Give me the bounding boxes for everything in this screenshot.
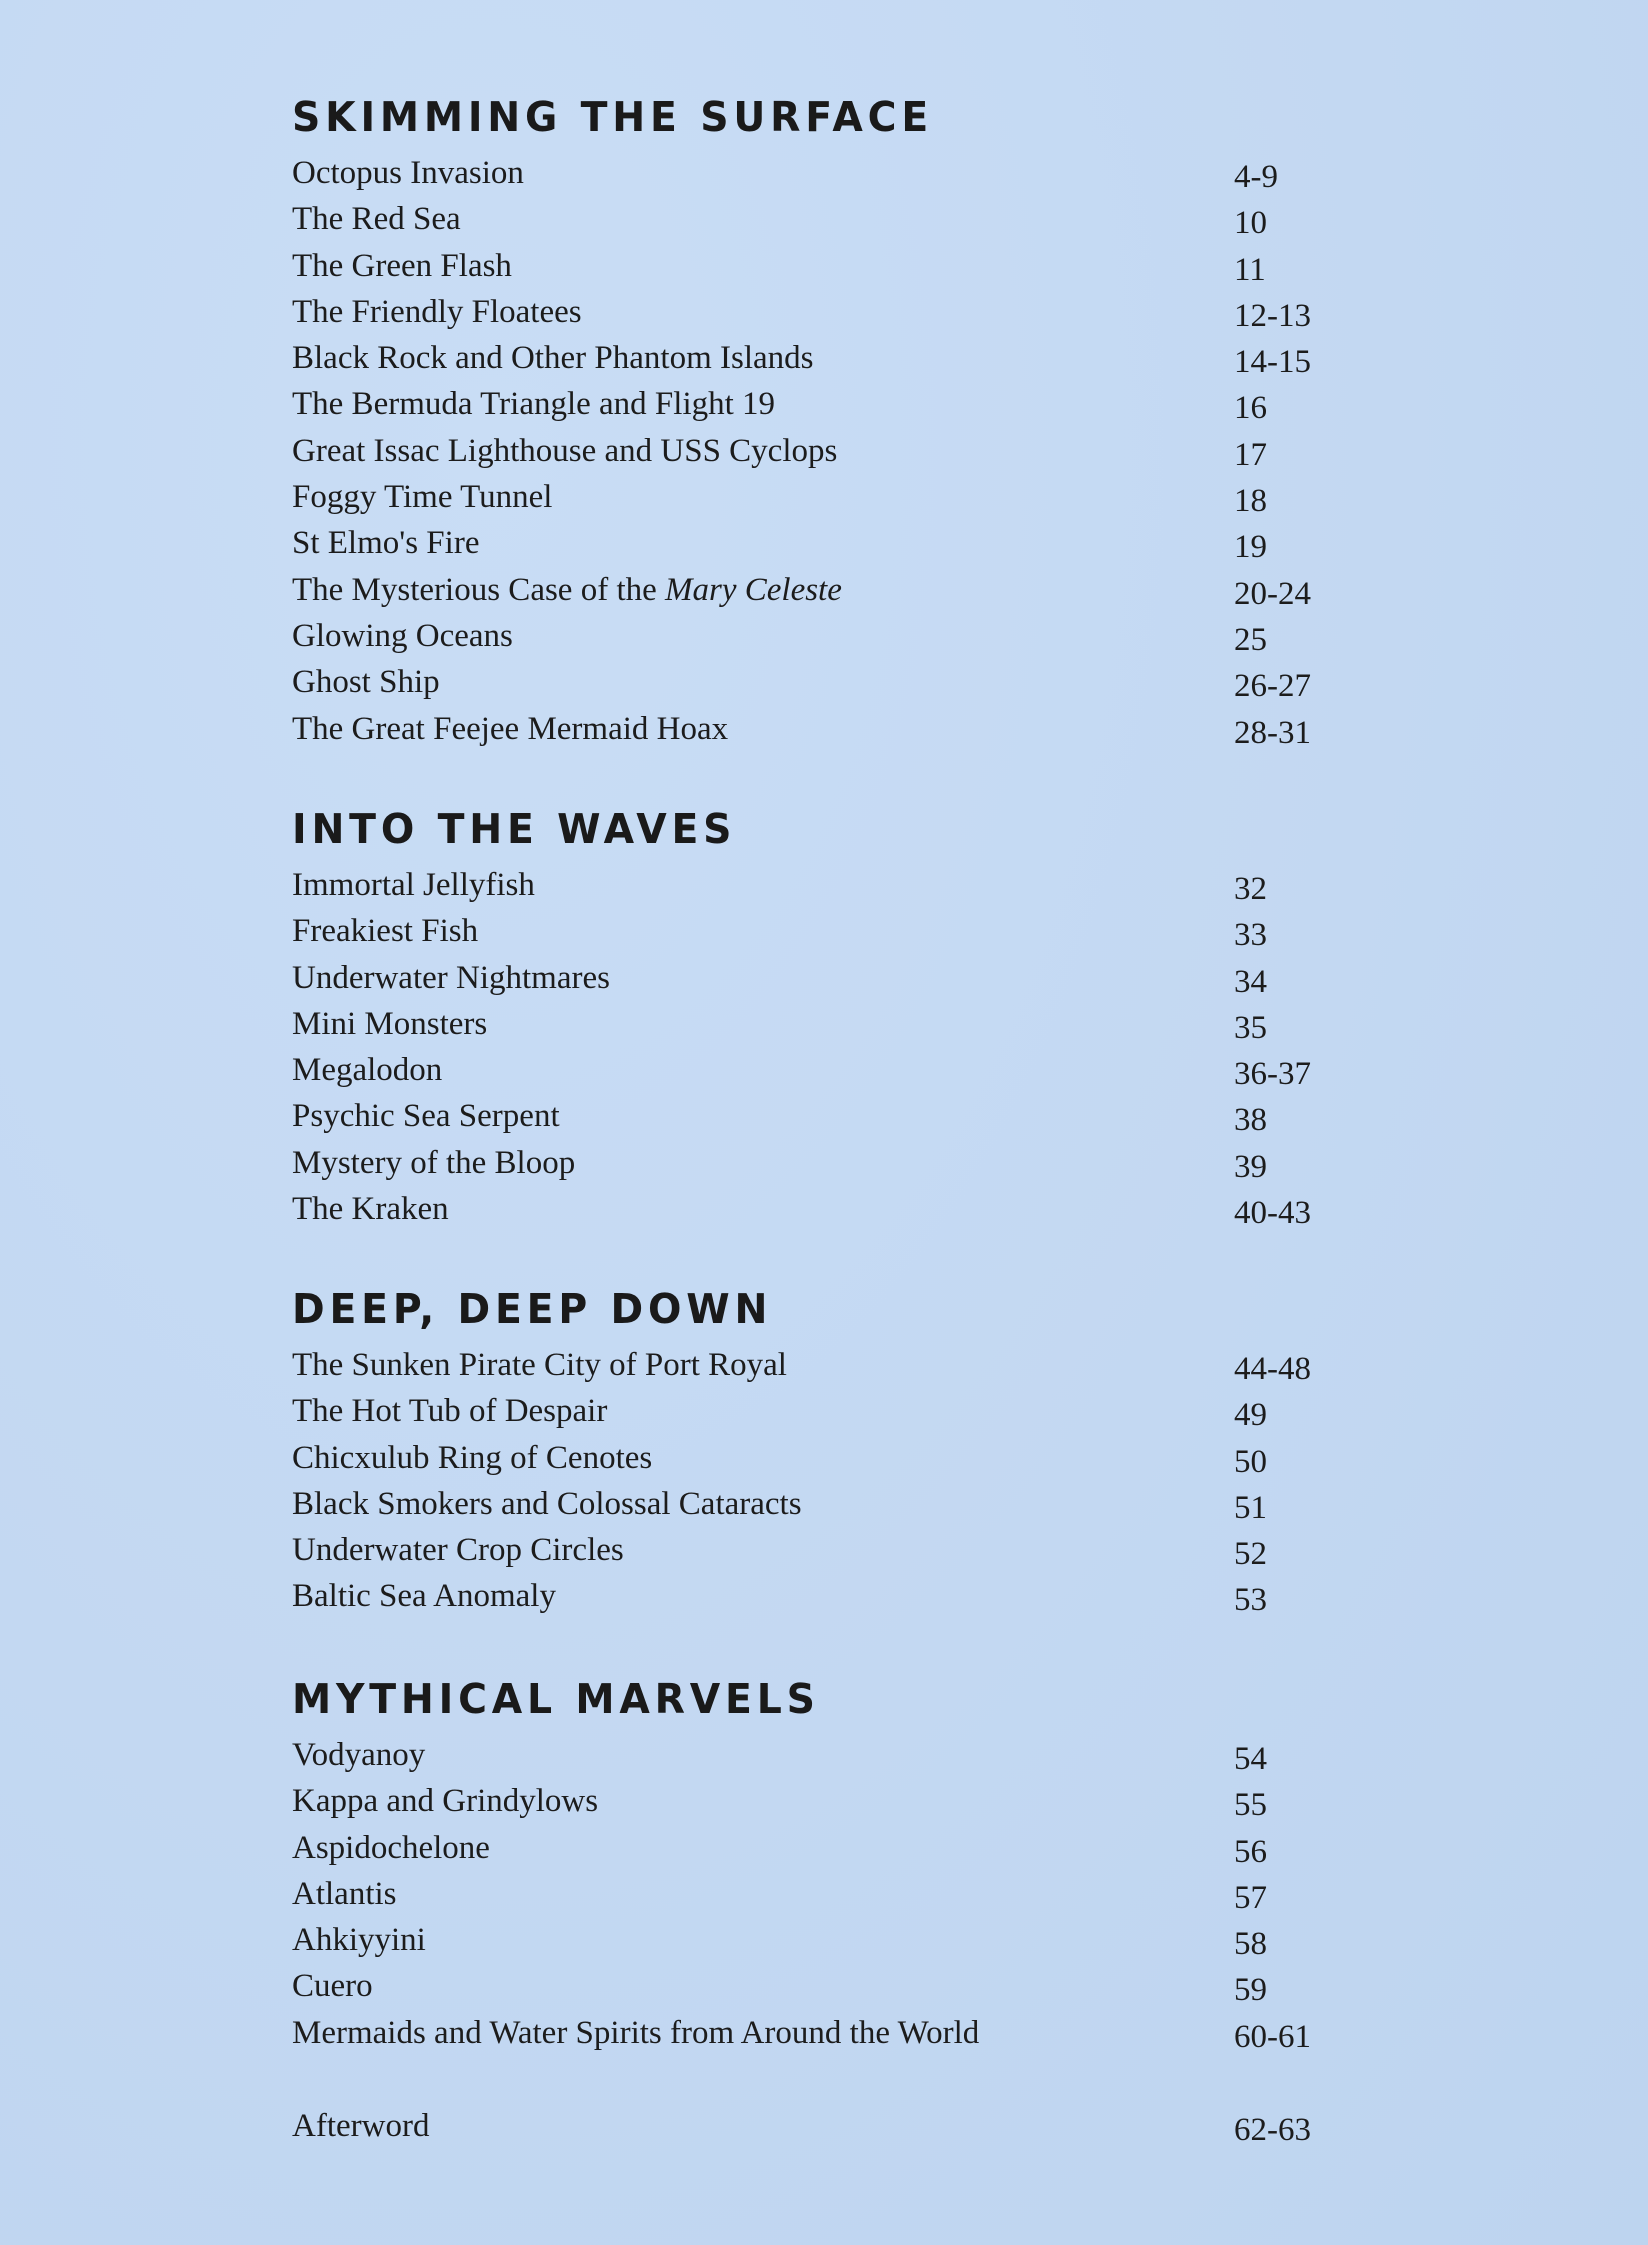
entry-title: Octopus Invasion bbox=[292, 155, 524, 191]
entry-page-number: 44-48 bbox=[1234, 1351, 1311, 1387]
entry-page-number: 25 bbox=[1234, 621, 1267, 658]
toc-entry bbox=[292, 1186, 1342, 1232]
entry-page-number: 59 bbox=[1234, 1972, 1267, 2009]
entry-title: The Bermuda Triangle and Flight 19 bbox=[292, 386, 776, 423]
toc-entry-list bbox=[292, 150, 1342, 752]
entry-title: Foggy Time Tunnel bbox=[292, 479, 553, 516]
toc-entry-list bbox=[292, 1342, 1342, 1620]
entry-title: Mystery of the Bloop bbox=[292, 1144, 576, 1181]
entry-page-number: 40-43 bbox=[1234, 1195, 1311, 1232]
entry-title: Atlantis bbox=[292, 1875, 397, 1912]
toc-entry bbox=[292, 1047, 1342, 1093]
section-heading: MYTHICAL MARVELS bbox=[292, 1675, 820, 1723]
entry-title: The Kraken bbox=[292, 1191, 449, 1228]
toc-entry-list bbox=[292, 1732, 1342, 2056]
entry-title: The Sunken Pirate City of Port Royal bbox=[292, 1347, 787, 1383]
entry-title: Psychic Sea Serpent bbox=[292, 1098, 560, 1135]
toc-entry bbox=[292, 196, 1342, 242]
entry-title: Glowing Oceans bbox=[292, 617, 513, 654]
entry-page-number: 52 bbox=[1234, 1536, 1267, 1573]
entry-title: Black Rock and Other Phantom Islands bbox=[292, 340, 814, 377]
toc-entry bbox=[292, 1917, 1342, 1963]
entry-title: The Green Flash bbox=[292, 247, 512, 284]
toc-entry bbox=[292, 474, 1342, 520]
toc-entry bbox=[292, 1342, 1342, 1388]
entry-title: Vodyanoy bbox=[292, 1737, 426, 1773]
section-heading: SKIMMING THE SURFACE bbox=[292, 93, 934, 141]
toc-entry-list bbox=[292, 862, 1342, 1232]
section-heading: DEEP, DEEP DOWN bbox=[292, 1285, 773, 1333]
entry-page-number: 58 bbox=[1234, 1926, 1267, 1963]
toc-entry bbox=[292, 428, 1342, 474]
entry-page-number: 55 bbox=[1234, 1787, 1267, 1824]
toc-entry bbox=[292, 2103, 1342, 2149]
entry-page-number: 28-31 bbox=[1234, 714, 1311, 751]
toc-entry bbox=[292, 567, 1342, 613]
entry-page-number: 4-9 bbox=[1234, 159, 1278, 195]
entry-page-number: 50 bbox=[1234, 1443, 1267, 1480]
entry-page-number: 62-63 bbox=[1234, 2112, 1311, 2148]
toc-entry bbox=[292, 1093, 1342, 1139]
entry-title: Cuero bbox=[292, 1968, 373, 2005]
entry-page-number: 18 bbox=[1234, 483, 1267, 520]
toc-section-into-the-waves bbox=[292, 800, 1342, 1232]
entry-title: Ahkiyyini bbox=[292, 1922, 426, 1959]
toc-entry bbox=[292, 243, 1342, 289]
entry-title: The Hot Tub of Despair bbox=[292, 1393, 608, 1430]
toc-entry bbox=[292, 150, 1342, 196]
entry-page-number: 54 bbox=[1234, 1741, 1267, 1777]
entry-page-number: 16 bbox=[1234, 390, 1267, 427]
entry-page-number: 51 bbox=[1234, 1489, 1267, 1526]
entry-title: Baltic Sea Anomaly bbox=[292, 1578, 556, 1615]
toc-entry bbox=[292, 1963, 1342, 2009]
entry-page-number: 10 bbox=[1234, 205, 1267, 242]
entry-title: Freakiest Fish bbox=[292, 913, 479, 950]
toc-entry bbox=[292, 1573, 1342, 1619]
entry-title: Aspidochelone bbox=[292, 1829, 490, 1866]
entry-title: Great Issac Lighthouse and USS Cyclops bbox=[292, 432, 838, 469]
toc-entry bbox=[292, 1527, 1342, 1573]
entry-title: St Elmo's Fire bbox=[292, 525, 480, 562]
section-heading: INTO THE WAVES bbox=[292, 805, 737, 853]
entry-title: Black Smokers and Colossal Cataracts bbox=[292, 1485, 802, 1522]
toc-entry bbox=[292, 1871, 1342, 1917]
toc-entry bbox=[292, 613, 1342, 659]
entry-page-number: 33 bbox=[1234, 917, 1267, 954]
entry-page-number: 57 bbox=[1234, 1879, 1267, 1916]
entry-title: Ghost Ship bbox=[292, 664, 440, 701]
entry-title: The Great Feejee Mermaid Hoax bbox=[292, 710, 729, 747]
entry-page-number: 32 bbox=[1234, 871, 1267, 907]
toc-entry bbox=[292, 335, 1342, 381]
entry-page-number: 56 bbox=[1234, 1833, 1267, 1870]
entry-title: Mini Monsters bbox=[292, 1005, 488, 1042]
toc-entry bbox=[292, 862, 1342, 908]
entry-page-number: 26-27 bbox=[1234, 668, 1311, 705]
entry-title: Afterword bbox=[292, 2108, 430, 2144]
toc-section-mythical-marvels bbox=[292, 1670, 1342, 2056]
toc-entry bbox=[292, 659, 1342, 705]
entry-title: Chicxulub Ring of Cenotes bbox=[292, 1439, 653, 1476]
toc-entry bbox=[292, 1388, 1342, 1434]
toc-entry bbox=[292, 1732, 1342, 1778]
entry-page-number: 36-37 bbox=[1234, 1056, 1311, 1093]
entry-title: The Red Sea bbox=[292, 201, 461, 238]
entry-title bbox=[292, 567, 842, 613]
entry-title-roman: The Mysterious Case of the bbox=[292, 571, 666, 608]
entry-page-number: 20-24 bbox=[1234, 575, 1311, 612]
entry-title: Underwater Nightmares bbox=[292, 959, 610, 996]
entry-page-number: 12-13 bbox=[1234, 297, 1311, 334]
entry-page-number: 60-61 bbox=[1234, 2018, 1311, 2055]
entry-title: The Friendly Floatees bbox=[292, 293, 582, 330]
entry-page-number: 19 bbox=[1234, 529, 1267, 566]
toc-entry bbox=[292, 1140, 1342, 1186]
toc-entry bbox=[292, 1001, 1342, 1047]
entry-title: Mermaids and Water Spirits from Around the World bbox=[292, 2014, 980, 2051]
entry-page-number: 11 bbox=[1234, 251, 1266, 288]
toc-entry bbox=[292, 955, 1342, 1001]
toc-entry bbox=[292, 2010, 1342, 2056]
toc-entry bbox=[292, 908, 1342, 954]
entry-title: Underwater Crop Circles bbox=[292, 1532, 624, 1569]
toc-entry bbox=[292, 381, 1342, 427]
entry-title: Immortal Jellyfish bbox=[292, 867, 535, 903]
toc-entry bbox=[292, 1435, 1342, 1481]
entry-page-number: 39 bbox=[1234, 1148, 1267, 1185]
toc-entry bbox=[292, 1825, 1342, 1871]
entry-title: Megalodon bbox=[292, 1052, 443, 1089]
entry-page-number: 14-15 bbox=[1234, 344, 1311, 381]
toc-section-deep-deep-down bbox=[292, 1280, 1342, 1620]
entry-page-number: 35 bbox=[1234, 1009, 1267, 1046]
toc-entry bbox=[292, 706, 1342, 752]
toc-entry bbox=[292, 1778, 1342, 1824]
entry-page-number: 49 bbox=[1234, 1397, 1267, 1434]
entry-page-number: 38 bbox=[1234, 1102, 1267, 1139]
toc-entry bbox=[292, 520, 1342, 566]
toc-entry bbox=[292, 1481, 1342, 1527]
toc-afterword bbox=[292, 2103, 1342, 2149]
entry-title-italic: Mary Celeste bbox=[665, 571, 842, 608]
toc-entry bbox=[292, 289, 1342, 335]
entry-page-number: 34 bbox=[1234, 963, 1267, 1000]
entry-page-number: 17 bbox=[1234, 436, 1267, 473]
entry-page-number: 53 bbox=[1234, 1582, 1267, 1619]
toc-section-skimming-the-surface bbox=[292, 88, 1342, 752]
entry-title: Kappa and Grindylows bbox=[292, 1783, 599, 1820]
